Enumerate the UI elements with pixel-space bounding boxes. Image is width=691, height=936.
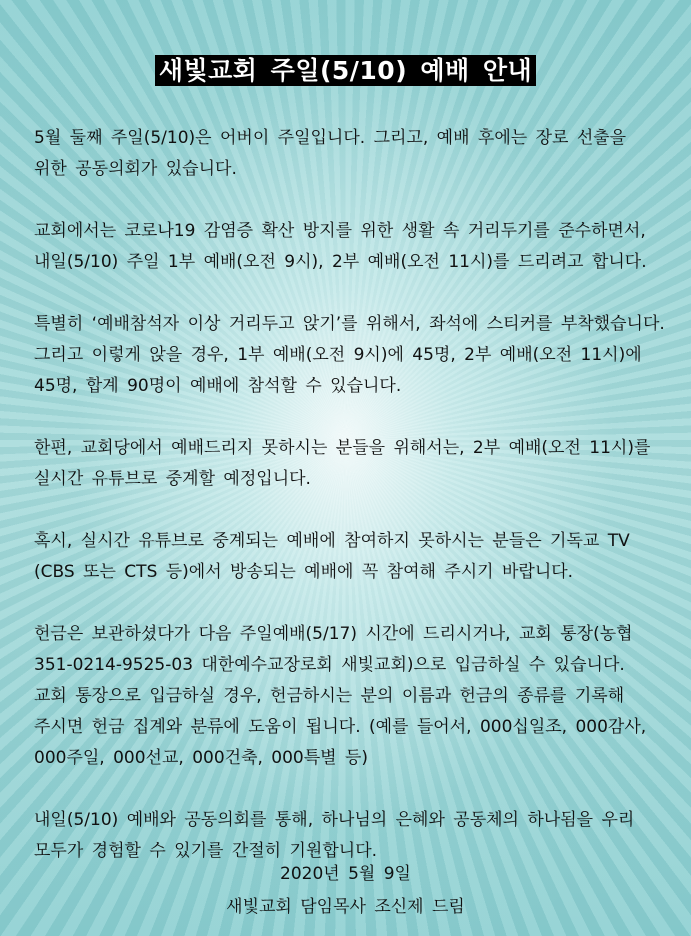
- paragraph-line: 351-0214-9525-03 대한예수교장로회 새빛교회)으로 입금하실 수 있습니다.: [34, 655, 625, 675]
- paragraph-line: 내일(5/10) 예배와 공동의회를 통해, 하나님의 은혜와 공동체의 하나됨을 우리: [34, 810, 635, 830]
- paragraph-line: 그리고 이렇게 앉을 경우, 1부 예배(오전 9시)에 45명, 2부 예배(오전 11시)에: [34, 345, 642, 365]
- paragraph-line: 모두가 경험할 수 있기를 간절히 기원합니다.: [34, 841, 378, 861]
- paragraph-2: [34, 216, 686, 278]
- notice-date: 2020년 5월 9일: [280, 864, 411, 884]
- paragraph-line: 실시간 유튜브로 중계할 예정입니다.: [34, 469, 311, 489]
- notice-signature: 새빛교회 담임목사 조신제 드림: [226, 897, 465, 917]
- paragraph-line: 특별히 ‘예배참석자 이상 거리두고 앉기’를 위해서, 좌석에 스티커를 부착했습니다.: [34, 314, 665, 334]
- paragraph-line: 45명, 합계 90명이 예배에 참석할 수 있습니다.: [34, 376, 402, 396]
- paragraph-line: 교회 통장으로 입금하실 경우, 헌금하시는 분의 이름과 헌금의 종류를 기록해: [34, 686, 625, 706]
- paragraph-5: [34, 526, 686, 588]
- paragraph-line: 주시면 헌금 집계와 분류에 도움이 됩니다. (예를 들어서, 000십일조, 000감사,: [34, 717, 647, 737]
- paragraph-line: 5월 둘째 주일(5/10)은 어버이 주일입니다. 그리고, 예배 후에는 장로 선출을: [34, 128, 627, 148]
- paragraph-line: 혹시, 실시간 유튜브로 중계되는 예배에 참여하지 못하시는 분들은 기독교 TV: [34, 531, 630, 551]
- notice-body: [34, 123, 686, 898]
- paragraph-line: 헌금은 보관하셨다가 다음 주일예배(5/17) 시간에 드리시거나, 교회 통장(농협: [34, 624, 633, 644]
- paragraph-1: [34, 123, 686, 185]
- notice-footer: [0, 858, 691, 924]
- paragraph-line: 한편, 교회당에서 예배드리지 못하시는 분들을 위해서는, 2부 예배(오전 11시)를: [34, 438, 651, 458]
- paragraph-line: 교회에서는 코로나19 감염증 확산 방지를 위한 생활 속 거리두기를 준수하면서,: [34, 221, 646, 241]
- notice-title: 새빛교회 주일(5/10) 예배 안내: [155, 55, 536, 86]
- title-container: [0, 55, 691, 86]
- paragraph-line: 내일(5/10) 주일 1부 예배(오전 9시), 2부 예배(오전 11시)를 드리려고 합니다.: [34, 252, 647, 272]
- paragraph-4: [34, 433, 686, 495]
- paragraph-line: 000주일, 000선교, 000건축, 000특별 등): [34, 748, 369, 768]
- paragraph-line: 위한 공동의회가 있습니다.: [34, 159, 237, 179]
- paragraph-3: [34, 309, 686, 402]
- paragraph-line: (CBS 또는 CTS 등)에서 방송되는 예배에 꼭 참여해 주시기 바랍니다.: [34, 562, 574, 582]
- paragraph-6: [34, 619, 686, 774]
